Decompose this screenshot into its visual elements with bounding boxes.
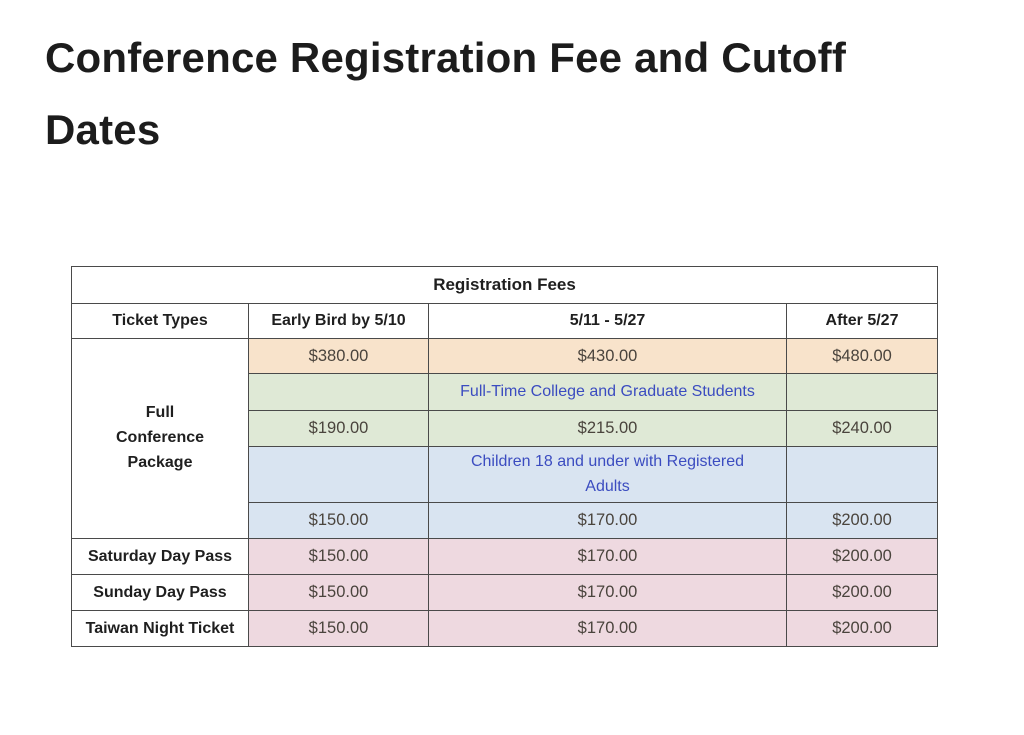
- fee-cell: $200.00: [787, 539, 938, 575]
- empty-cell: [249, 447, 429, 503]
- fee-cell: $215.00: [429, 411, 787, 447]
- taiwan-night-ticket-row: [72, 611, 938, 647]
- fee-cell: $150.00: [249, 503, 429, 539]
- fee-cell: $380.00: [249, 339, 429, 374]
- fee-cell: $190.00: [249, 411, 429, 447]
- fee-cell: $150.00: [249, 539, 429, 575]
- ticket-type-full-conference-package: [72, 339, 249, 539]
- column-header-row: [72, 304, 938, 339]
- fee-cell: $200.00: [787, 611, 938, 647]
- children-category-label: [429, 447, 787, 503]
- ticket-type-saturday-day-pass: Saturday Day Pass: [72, 539, 249, 575]
- page-title: [45, 22, 846, 166]
- table-title: Registration Fees: [72, 267, 938, 304]
- ticket-type-taiwan-night-ticket: Taiwan Night Ticket: [72, 611, 249, 647]
- empty-cell: [787, 447, 938, 503]
- students-category-label: [429, 374, 787, 411]
- sunday-day-pass-row: [72, 575, 938, 611]
- saturday-day-pass-row: [72, 539, 938, 575]
- ticket-type-label: Full Conference Package: [115, 404, 205, 471]
- fee-cell: $150.00: [249, 575, 429, 611]
- column-header-mid-period: 5/11 - 5/27: [429, 304, 787, 339]
- fee-cell: $170.00: [429, 575, 787, 611]
- column-header-early-bird: Early Bird by 5/10: [249, 304, 429, 339]
- page-title-line-1: Conference Registration Fee and Cutoff: [45, 34, 847, 81]
- full-conference-adult-fees-row: [72, 339, 938, 374]
- registration-fees-table: [71, 266, 938, 647]
- fee-cell: $200.00: [787, 575, 938, 611]
- table-title-row: [72, 267, 938, 304]
- fee-cell: $170.00: [429, 539, 787, 575]
- students-category-text: Full-Time College and Graduate Students: [460, 383, 755, 400]
- fee-cell: $150.00: [249, 611, 429, 647]
- fee-cell: $480.00: [787, 339, 938, 374]
- column-header-after: After 5/27: [787, 304, 938, 339]
- page-title-line-2: Dates: [45, 106, 161, 153]
- fee-cell: $240.00: [787, 411, 938, 447]
- column-header-ticket-types: Ticket Types: [72, 304, 249, 339]
- fee-cell: $200.00: [787, 503, 938, 539]
- fee-cell: $170.00: [429, 503, 787, 539]
- empty-cell: [787, 374, 938, 411]
- fee-cell: $430.00: [429, 339, 787, 374]
- children-category-text: Children 18 and under with Registered Adults: [470, 452, 745, 495]
- fee-cell: $170.00: [429, 611, 787, 647]
- ticket-type-sunday-day-pass: Sunday Day Pass: [72, 575, 249, 611]
- empty-cell: [249, 374, 429, 411]
